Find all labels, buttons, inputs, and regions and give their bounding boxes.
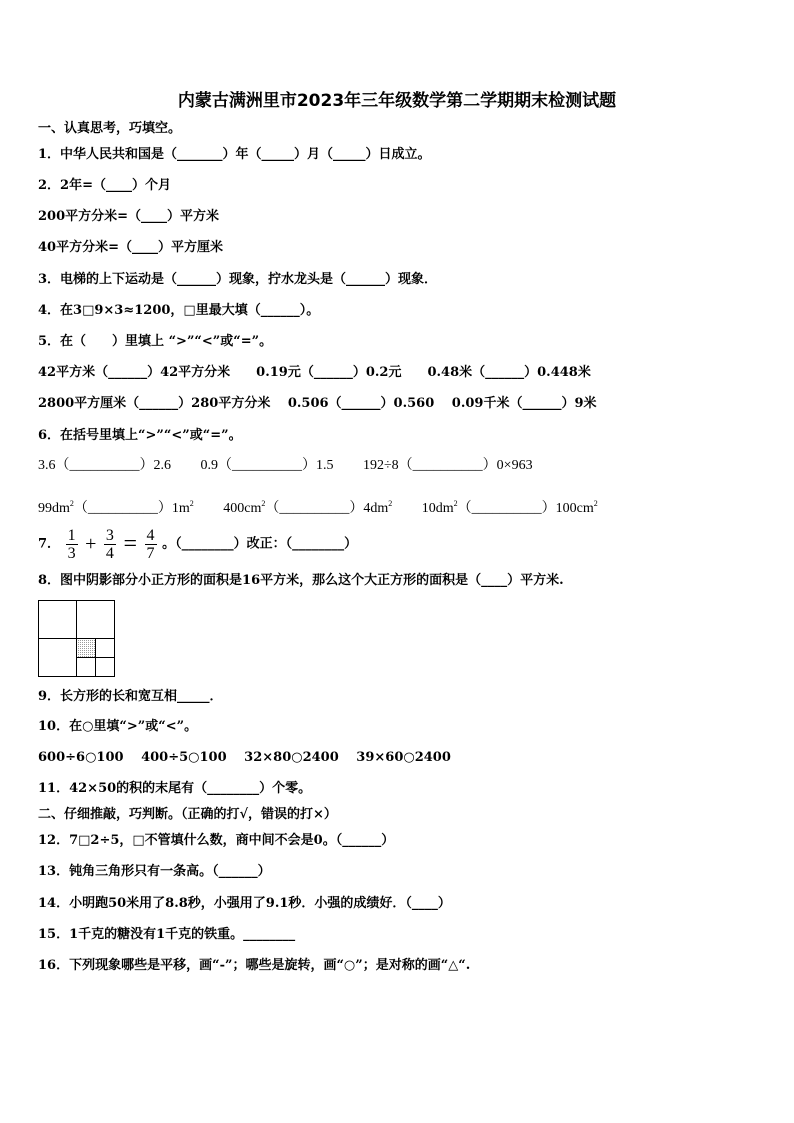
square-grid-figure (38, 600, 116, 678)
question-2-part-b: 200平方分米=（____）平方米 (38, 209, 220, 224)
question-7-number: 7． (38, 536, 61, 552)
fraction-numerator: 3 (105, 526, 114, 544)
question-6: 6．在括号里填上“>”“<”或“=”。 (38, 428, 242, 443)
question-8: 8．图中阴影部分小正方形的面积是16平方米，那么这个大正方形的面积是（____）平方米. (38, 573, 564, 588)
superscript-2: 2 (593, 499, 598, 508)
question-7 (38, 524, 357, 565)
question-5: 5．在（ ）里填上 “>”“<”或“=”。 (38, 334, 273, 349)
superscript-2: 2 (189, 499, 194, 508)
question-3: 3．电梯的上下运动是（______）现象，拧水龙头是（______）现象． (38, 272, 438, 287)
q6-compare-1: 3.6（__________）2.6 (38, 458, 171, 473)
q6-area-right-2: （__________）4dm (265, 501, 389, 516)
question-1: 1．中华人民共和国是（_______）年（_____）月（_____）日成立。 (38, 147, 431, 162)
question-16: 16．下列现象哪些是平移，画“-”；哪些是旋转，画“○”；是对称的画“△“. (38, 958, 471, 973)
question-6-row-a (38, 457, 533, 475)
question-2-part-c: 40平方分米=（____）平方厘米 (38, 240, 223, 255)
question-5-row-b: 2800平方厘米（______）280平方分米 0.506（______）0.560 0.09千米（______）9米 (38, 396, 597, 411)
q6-area-left-3: 10dm (421, 501, 454, 516)
q6-area-right-1: （__________）1m (73, 501, 190, 516)
question-7-tail: 。（________）改正：（________） (162, 536, 358, 552)
q6-area-left-2: 400cm (223, 501, 262, 516)
question-14: 14．小明跑50米用了8.8秒，小强用了9.1秒．小强的成绩好．（____） (38, 896, 451, 911)
fraction-denominator: 4 (105, 544, 114, 562)
question-4: 4．在3□9×3≈1200，□里最大填（______）。 (38, 303, 320, 318)
question-11: 11．42×50的积的末尾有（________）个零。 (38, 781, 312, 796)
section-heading-2: 二、仔细推敲，巧判断。（正确的打√，错误的打×） (38, 807, 337, 822)
question-10-row: 600÷6○100 400÷5○100 32×80○2400 39×60○2400 (38, 750, 451, 765)
question-5-row-a: 42平方米（______）42平方分米 0.19元（______）0.2元 0.48米（______）0.448米 (38, 365, 591, 380)
equals-sign: = (123, 531, 137, 557)
page-title: 内蒙古满洲里市2023年三年级数学第二学期期末检测试题 (177, 91, 617, 111)
question-13: 13．钝角三角形只有一条高。（______） (38, 864, 271, 879)
superscript-2: 2 (261, 499, 266, 508)
question-6-row-b (38, 495, 598, 518)
fraction-denominator: 7 (146, 544, 155, 562)
q6-compare-3: 192÷8（__________）0×963 (363, 458, 533, 473)
plus-sign: + (85, 533, 97, 555)
shaded-small-square (77, 639, 96, 658)
fraction-denominator: 3 (67, 544, 76, 562)
superscript-2: 2 (69, 499, 74, 508)
q6-area-right-3: （__________）100cm (457, 501, 594, 516)
fraction-four-sevenths (145, 527, 157, 562)
question-9: 9．长方形的长和宽互相_____． (38, 689, 223, 704)
question-15: 15．1千克的糖没有1千克的铁重。________ (38, 927, 296, 942)
fraction-numerator: 4 (146, 526, 155, 544)
question-10: 10．在○里填“>”或“<”。 (38, 719, 198, 734)
question-2: 2．2年=（____）个月 (38, 178, 171, 193)
superscript-2: 2 (388, 499, 393, 508)
superscript-2: 2 (453, 499, 458, 508)
fraction-one-third (66, 527, 78, 562)
question-12: 12．7□2÷5，□不管填什么数，商中间不会是0。（______） (38, 833, 395, 848)
q6-area-left-1: 99dm (38, 501, 70, 516)
section-heading-1: 一、认真思考，巧填空。 (38, 121, 182, 136)
fraction-three-quarters (104, 527, 116, 562)
q6-compare-2: 0.9（__________）1.5 (200, 458, 334, 473)
fraction-numerator: 1 (67, 526, 76, 544)
